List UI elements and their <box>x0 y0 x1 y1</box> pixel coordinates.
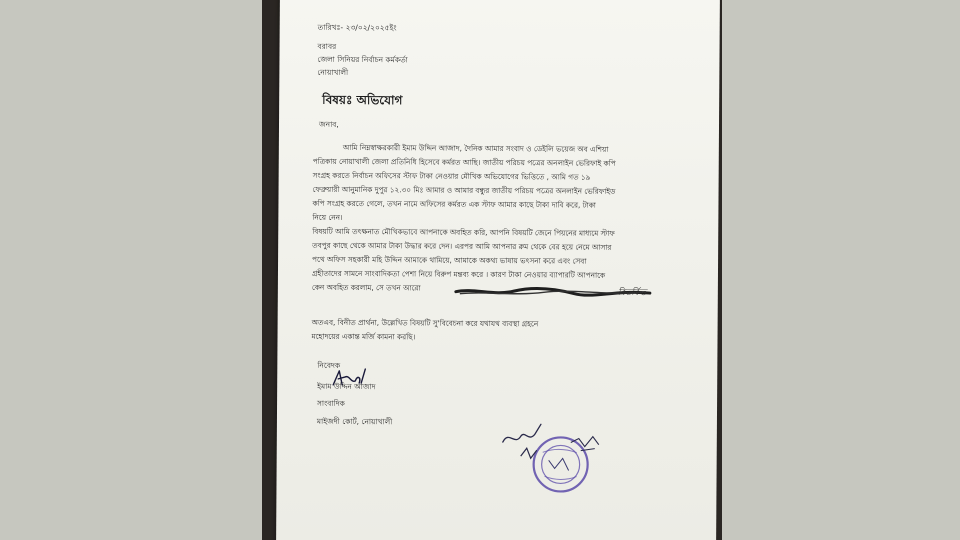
para2-line: তবপুর কাছে থেকে আমার টাকা উদ্ধার করে দেন। এরপর আমি আপনার রুম থেকে বের হয়ে নেমে আসার <box>312 240 612 252</box>
para2-line: পথে অফিস সহকারী মহি উদ্দিন আমাকে থামিয়ে, আমাকে অকথ্য ভাষায় ভৎসনা করে এবং সেবা <box>312 254 587 266</box>
para1-line: সংগ্রহ করতে নির্বাচন অফিসের স্টাফ টাকা নেওয়ার মৌখিক অভিযোগের ভিত্তিতে , আমি গত ১৯ <box>312 170 591 182</box>
paragraph-3 <box>311 316 667 347</box>
para1-line: পত্রিকায় নোয়াখালী জেলা প্রতিনিধি হিসেবে কর্মরত আছি। জাতীয় পরিচয় পত্রের অনলাইন ভেরিফাই কপি <box>312 156 616 168</box>
sender-address: মাইজদী কোর্ট, নোয়াখালী <box>316 416 393 427</box>
date-line: তারিখঃ- ২৩/০২/২০২৫ইং <box>317 22 397 33</box>
handwritten-correction: বিতর্কিত <box>617 287 647 299</box>
para3-line: মহোদয়ের একান্ত মর্জি কামনা করছি। <box>311 331 416 342</box>
para2-line: গ্রহীতাদের সামনে সাংবাদিকতা পেশা নিয়ে বিরুপ মন্তব্য করে । কারণ টাকা নেওয়ার ব্যাপারটি আপনাকে <box>311 268 606 281</box>
recipient-title: জেলা সিনিয়র নির্বাচন কর্মকর্তা <box>317 54 408 65</box>
sender-role: সাংবাদিক <box>317 398 345 408</box>
received-seal-stamp <box>494 412 615 503</box>
para2-line: কেন অবহিত করলাম, সে তখন আরো <box>311 283 421 293</box>
closing-text: নিবেদক <box>317 360 341 370</box>
salutation: জনাব, <box>318 119 339 129</box>
para3-line: অতএব, বিনীত প্রার্থনা, উল্লেখিত বিষয়টি সু'বিবেচনা করে যথাযথ ব্যবস্থা গ্রহনে <box>311 317 539 329</box>
para1-line: ফেব্রুয়ারী আনুমানিক দুপুর ১২.৩০ মিঃ আমার ও আমার বন্ধুর জাতীয় পরিচয় পত্রের অনলাইন ভেরিফাইড <box>312 184 616 197</box>
paragraph-1 <box>312 141 669 228</box>
sender-name: ইমাম উদ্দিন আজাদ <box>317 381 376 392</box>
to-label: বরাবর <box>317 41 337 51</box>
subject-heading: বিষয়ঃ অভিযোগ <box>322 92 403 108</box>
letter-page <box>276 0 720 540</box>
para2-line: বিষয়টি আমি তৎক্ষনাত মৌখিকভাবে আপনাকে অবহিত করি, আপনি বিষয়টি জেনে পিয়নের মাধ্যমে স্টাফ <box>312 226 615 238</box>
para1-line: কপি সংগ্রহ করতে গেলে, তখন নামে অফিসের কর্মরত এক স্টাফ আমার কাছে টাকা দাবি করে, টাকা <box>312 199 596 211</box>
para1-line: আমি নিম্নস্বাক্ষরকারী ইমাম উদ্দিন আজাদ, দৈনিক আমার সংবাদ ও ডেইলি ভয়েজ অব এশিয়া <box>342 142 609 154</box>
para1-line: নিয়ে নেন। <box>312 213 343 223</box>
recipient-location: নোয়াখালী <box>317 67 349 77</box>
